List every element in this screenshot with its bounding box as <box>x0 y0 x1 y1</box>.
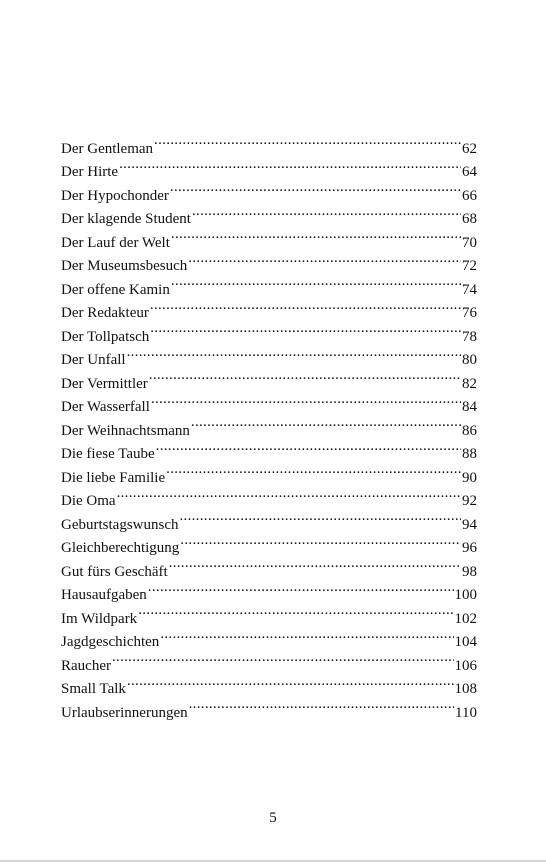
toc-entry-page: 74 <box>462 281 477 298</box>
toc-entry-page: 68 <box>462 211 477 227</box>
toc-entry-title: Jagdgeschichten <box>61 634 160 650</box>
toc-dot-leader <box>188 247 461 271</box>
toc-dot-leader <box>150 317 461 341</box>
toc-entry-page: 102 <box>454 610 477 627</box>
toc-entry-title: Der Weihnachtsmann <box>61 422 190 439</box>
toc-entry <box>61 482 477 509</box>
toc-entry-page: 66 <box>462 187 477 204</box>
toc-dot-leader <box>127 341 461 365</box>
toc-dot-leader <box>151 388 461 412</box>
toc-dot-leader <box>119 153 461 177</box>
toc-dot-leader <box>112 646 454 670</box>
toc-entry-title: Geburtstagswunsch <box>61 516 179 533</box>
page-number: 5 <box>269 810 277 826</box>
toc-dot-leader <box>179 505 461 529</box>
toc-entry <box>61 505 477 533</box>
toc-entry-page: 90 <box>462 469 477 486</box>
toc-entry-title: Der Redakteur <box>61 305 149 321</box>
toc-dot-leader <box>160 623 453 647</box>
toc-entry-page: 78 <box>462 328 477 345</box>
toc-entry-title: Der Hypochonder <box>61 187 169 204</box>
toc-dot-leader <box>117 482 461 506</box>
toc-entry-title: Der Wasserfall <box>61 399 150 415</box>
toc-entry-page: 82 <box>462 375 477 392</box>
toc-entry-page: 108 <box>454 681 477 697</box>
toc-entry-page: 94 <box>462 516 477 533</box>
toc-dot-leader <box>154 129 461 153</box>
toc-entry-title: Die fiese Taube <box>61 446 155 462</box>
toc-entry <box>61 129 477 157</box>
toc-entry-page: 96 <box>462 540 477 556</box>
toc-entry-title: Der Lauf der Welt <box>61 234 170 251</box>
toc-dot-leader <box>156 435 461 459</box>
table-of-contents <box>61 129 477 721</box>
toc-entry-page: 84 <box>462 399 477 415</box>
toc-entry-title: Small Talk <box>61 681 126 697</box>
toc-entry-page: 80 <box>462 352 477 368</box>
toc-dot-leader <box>127 670 454 694</box>
toc-entry-title: Der Unfall <box>61 352 126 368</box>
toc-entry-page: 72 <box>462 258 477 274</box>
toc-entry-title: Gut fürs Geschäft <box>61 563 168 580</box>
toc-entry-title: Der offene Kamin <box>61 281 170 298</box>
toc-entry-title: Im Wildpark <box>61 610 138 627</box>
toc-dot-leader <box>191 411 461 435</box>
toc-entry-title: Hausaufgaben <box>61 587 147 603</box>
toc-dot-leader <box>171 270 461 294</box>
toc-dot-leader <box>180 529 461 553</box>
toc-entry-title: Die liebe Familie <box>61 469 166 486</box>
toc-entry <box>61 670 477 697</box>
toc-dot-leader <box>138 599 453 623</box>
toc-entry-page: 98 <box>462 563 477 580</box>
toc-entry-page: 76 <box>462 305 477 321</box>
toc-entry-title: Urlaubserinnerungen <box>61 704 188 721</box>
toc-entry-page: 110 <box>455 704 477 721</box>
toc-entry-title: Gleichberechtigung <box>61 540 180 556</box>
toc-entry-page: 64 <box>462 164 477 180</box>
toc-dot-leader <box>148 576 454 600</box>
toc-entry-title: Der Gentleman <box>61 140 154 157</box>
toc-entry-page: 86 <box>462 422 477 439</box>
toc-dot-leader <box>149 364 461 388</box>
toc-dot-leader <box>170 176 461 200</box>
toc-entry-title: Der Hirte <box>61 164 119 180</box>
toc-entry-page: 106 <box>454 657 477 674</box>
toc-dot-leader <box>150 294 461 318</box>
toc-entry-page: 92 <box>462 493 477 509</box>
toc-entry-page: 100 <box>454 587 477 603</box>
toc-entry <box>61 176 477 204</box>
toc-entry-title: Der Tollpatsch <box>61 328 150 345</box>
toc-entry-title: Der klagende Student <box>61 211 191 227</box>
toc-entry-title: Der Vermittler <box>61 375 148 392</box>
toc-dot-leader <box>169 552 461 576</box>
toc-entry-page: 62 <box>462 140 477 157</box>
toc-dot-leader <box>171 223 461 247</box>
toc-dot-leader <box>166 458 461 482</box>
toc-dot-leader <box>189 693 454 717</box>
toc-dot-leader <box>192 200 461 224</box>
toc-entry-page: 70 <box>462 234 477 251</box>
toc-entry-title: Der Museumsbesuch <box>61 258 188 274</box>
toc-entry <box>61 646 477 674</box>
toc-entry-page: 104 <box>454 634 477 650</box>
toc-entry-page: 88 <box>462 446 477 462</box>
toc-entry <box>61 153 477 180</box>
toc-entry-title: Die Oma <box>61 493 116 509</box>
toc-entry-title: Raucher <box>61 657 111 674</box>
